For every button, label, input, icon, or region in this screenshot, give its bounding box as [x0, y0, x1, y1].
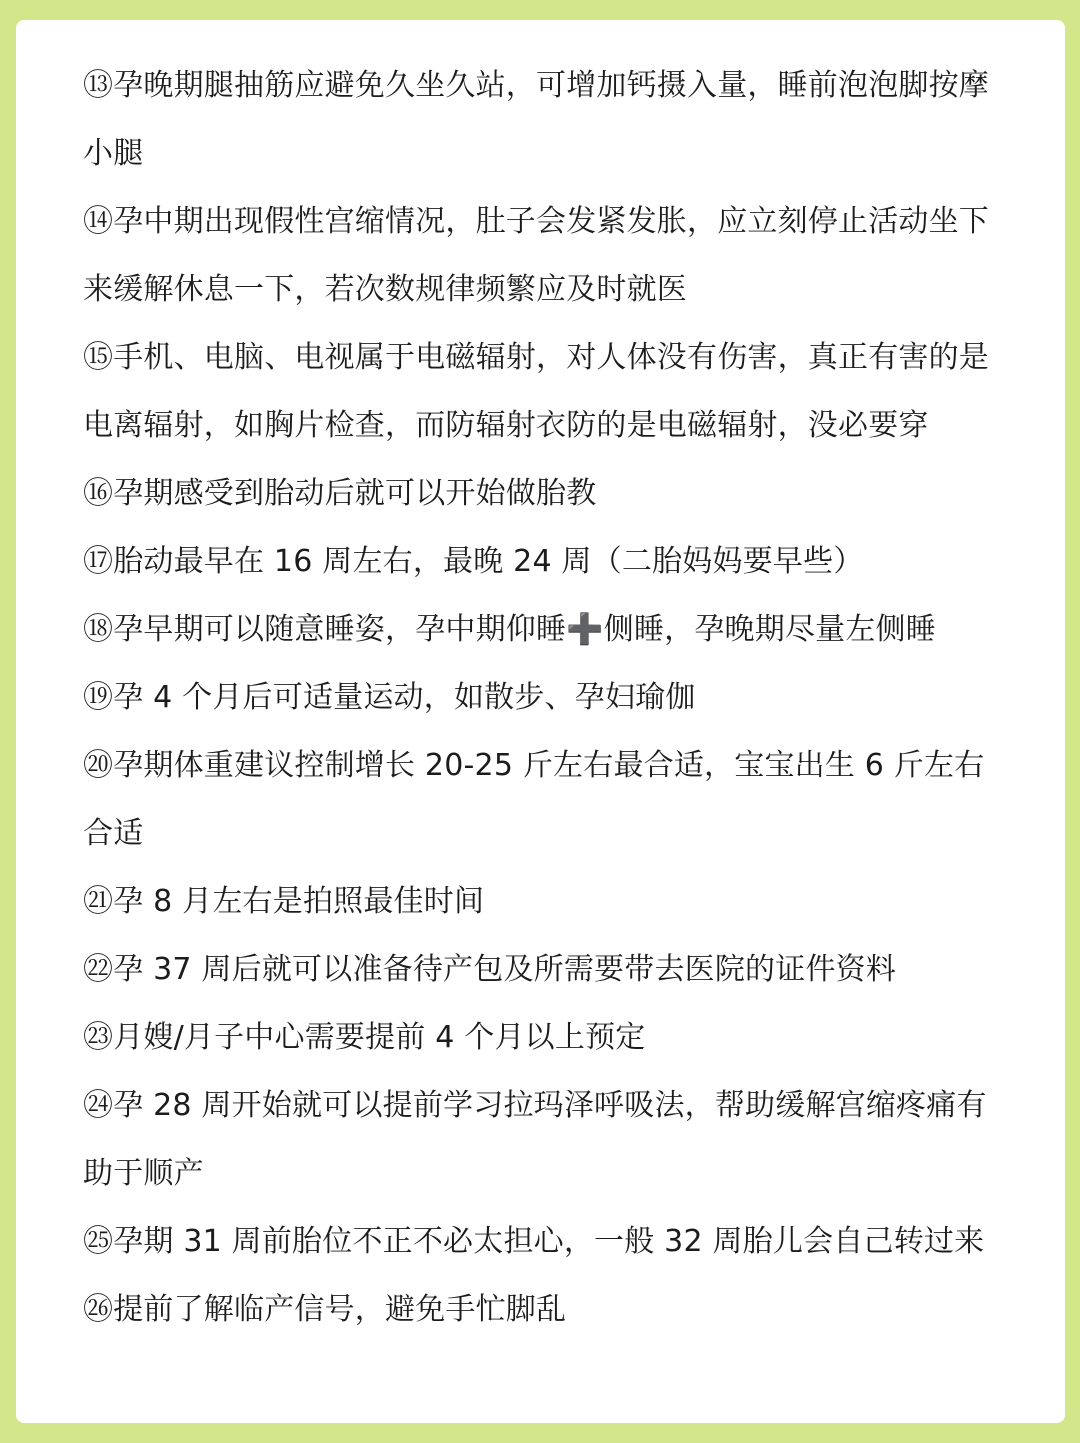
- tip-15: ⑮手机、电脑、电视属于电磁辐射，对人体没有伤害，真正有害的是电离辐射，如胸片检查，而防辐射衣防的是电磁辐射，没必要穿: [83, 340, 989, 443]
- tip-16: ⑯孕期感受到胎动后就可以开始做胎教: [83, 476, 597, 511]
- tip-22: ㉒孕 37 周后就可以准备待产包及所需要带去医院的证件资料: [83, 952, 897, 987]
- tip-21: ㉑孕 8 月左右是拍照最佳时间: [83, 884, 485, 919]
- tip-24: ㉔孕 28 周开始就可以提前学习拉玛泽呼吸法，帮助缓解宫缩疼痛有助于顺产: [83, 1088, 987, 1191]
- tip-19: ⑲孕 4 个月后可适量运动，如散步、孕妇瑜伽: [83, 680, 696, 715]
- tip-20: ⑳孕期体重建议控制增长 20-25 斤左右最合适，宝宝出生 6 斤左右合适: [83, 748, 985, 851]
- tips-list: [83, 52, 998, 1344]
- tip-25: ㉕孕期 31 周前胎位不正不必太担心，一般 32 周胎儿会自己转过来: [83, 1224, 985, 1259]
- tip-13: ⑬孕晚期腿抽筋应避免久坐久站，可增加钙摄入量，睡前泡泡脚按摩小腿: [83, 68, 989, 171]
- tip-26: ㉖提前了解临产信号，避免手忙脚乱: [83, 1292, 567, 1327]
- tip-18: ⑱孕早期可以随意睡姿，孕中期仰睡➕侧睡，孕晚期尽量左侧睡: [83, 612, 936, 647]
- tip-17: ⑰胎动最早在 16 周左右，最晚 24 周（二胎妈妈要早些）: [83, 544, 864, 579]
- tip-23: ㉓月嫂/月子中心需要提前 4 个月以上预定: [83, 1020, 646, 1055]
- tip-14: ⑭孕中期出现假性宫缩情况，肚子会发紧发胀，应立刻停止活动坐下来缓解休息一下，若次数规律频繁应及时就医: [83, 204, 989, 307]
